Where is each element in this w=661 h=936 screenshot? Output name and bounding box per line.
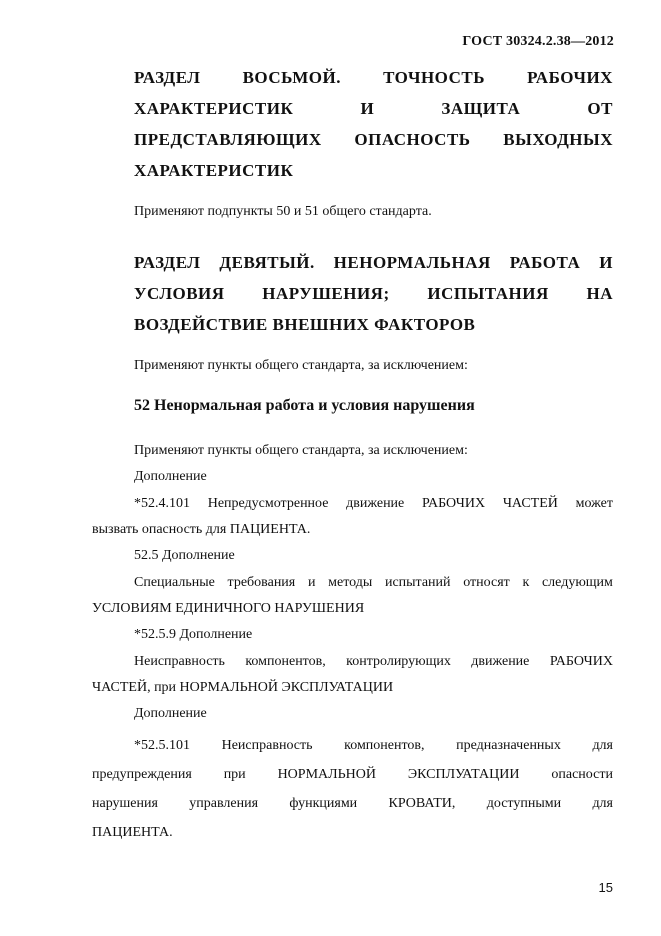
section-9-heading [134,247,613,340]
word: компонентов, [344,738,425,753]
word: предупреждения [92,767,192,782]
heading-line [134,247,613,278]
word: к [522,575,530,590]
section-8-apply-text: Применяют подпункты 50 и 51 общего стандарта. [134,204,432,219]
word: для [592,738,613,753]
section-9-apply-text: Применяют пункты общего стандарта, за исключением: [134,358,468,373]
word: функциями [289,796,358,811]
addition-label: Дополнение [134,706,207,721]
heading-word: ТОЧНОСТЬ [383,68,485,87]
heading-word: ОТ [587,99,613,118]
clause-52-5-101-line [134,733,613,759]
section-8-heading [134,62,613,186]
word: контролирующих [346,654,451,669]
word: доступными [486,796,562,811]
heading-line [134,124,613,155]
word: следующим [541,575,613,590]
heading-word: РАЗДЕЛ [134,253,201,272]
clause-52-5-text-line: УСЛОВИЯМ ЕДИНИЧНОГО НАРУШЕНИЯ [92,601,365,616]
heading-word: ВОСЬМОЙ. [242,68,341,87]
heading-word: РАБОТА [509,253,581,272]
clause-52-5-label: 52.5 Дополнение [134,548,235,563]
word: испытаний [384,575,451,590]
word: Специальные [134,575,215,590]
word: Неисправность [221,738,313,753]
heading-word: ВОЗДЕЙСТВИЕ ВНЕШНИХ ФАКТОРОВ [134,315,476,334]
word: требования [227,575,296,590]
word: может [575,496,613,511]
clause-52-5-101-line [92,762,613,788]
word: для [592,796,613,811]
heading-line [134,93,613,124]
word: управления [189,796,259,811]
heading-word: ОПАСНОСТЬ [354,130,471,149]
heading-word: И [360,99,375,118]
word: и [307,575,316,590]
word: РАБОЧИХ [421,496,486,511]
heading-word: НАРУШЕНИЯ; [262,284,390,303]
word: опасности [551,767,613,782]
clause-52-apply-text: Применяют пункты общего стандарта, за исключением: [134,443,468,458]
word: РАБОЧИХ [549,654,613,669]
word: компонентов, [245,654,326,669]
heading-word: И [599,253,613,272]
addition-label: Дополнение [134,469,207,484]
heading-word: ХАРАКТЕРИСТИК [134,161,294,180]
clause-52-4-101-line: вызвать опасность для ПАЦИЕНТА. [92,522,311,537]
word: КРОВАТИ, [388,796,456,811]
word: *52.5.101 [134,738,190,753]
heading-word: РАЗДЕЛ [134,68,201,87]
word: НОРМАЛЬНОЙ [277,767,376,782]
word: ЧАСТЕЙ [502,496,558,511]
heading-line [134,278,613,309]
heading-line [134,309,613,340]
heading-word: УСЛОВИЯ [134,284,225,303]
clause-52-5-101-line [92,791,613,817]
word: движение [346,496,405,511]
heading-word: РАБОЧИХ [527,68,613,87]
heading-line [134,155,613,186]
word: относят [463,575,510,590]
word: нарушения [92,796,158,811]
heading-word: ДЕВЯТЫЙ. [219,253,315,272]
word: ЭКСПЛУАТАЦИИ [407,767,520,782]
clause-52-5-9-text-line [134,649,613,675]
word: при [223,767,246,782]
page-number: 15 [598,880,613,895]
word: предназначенных [456,738,561,753]
clause-52-5-text-line [134,570,613,596]
word: Неисправность [134,654,225,669]
heading-word: ИСПЫТАНИЯ [427,284,549,303]
clause-52-4-101-line [134,491,613,517]
heading-word: ЗАЩИТА [441,99,521,118]
heading-line [134,62,613,93]
heading-word: НЕНОРМАЛЬНАЯ [333,253,491,272]
word: движение [471,654,530,669]
heading-word: ХАРАКТЕРИСТИК [134,99,294,118]
heading-word: ПРЕДСТАВЛЯЮЩИХ [134,130,322,149]
heading-word: НА [586,284,613,303]
word: Непредусмотренное [207,496,329,511]
word: *52.4.101 [134,496,190,511]
page-header-gost: ГОСТ 30324.2.38—2012 [462,34,614,49]
word: методы [328,575,373,590]
clause-52-5-9-text-line: ЧАСТЕЙ, при НОРМАЛЬНОЙ ЭКСПЛУАТАЦИИ [92,680,394,695]
clause-52-5-9-label: *52.5.9 Дополнение [134,627,253,642]
heading-word: ВЫХОДНЫХ [503,130,613,149]
clause-52-5-101-line: ПАЦИЕНТА. [92,825,173,840]
clause-52-title: 52 Ненормальная работа и условия нарушения [134,397,475,414]
